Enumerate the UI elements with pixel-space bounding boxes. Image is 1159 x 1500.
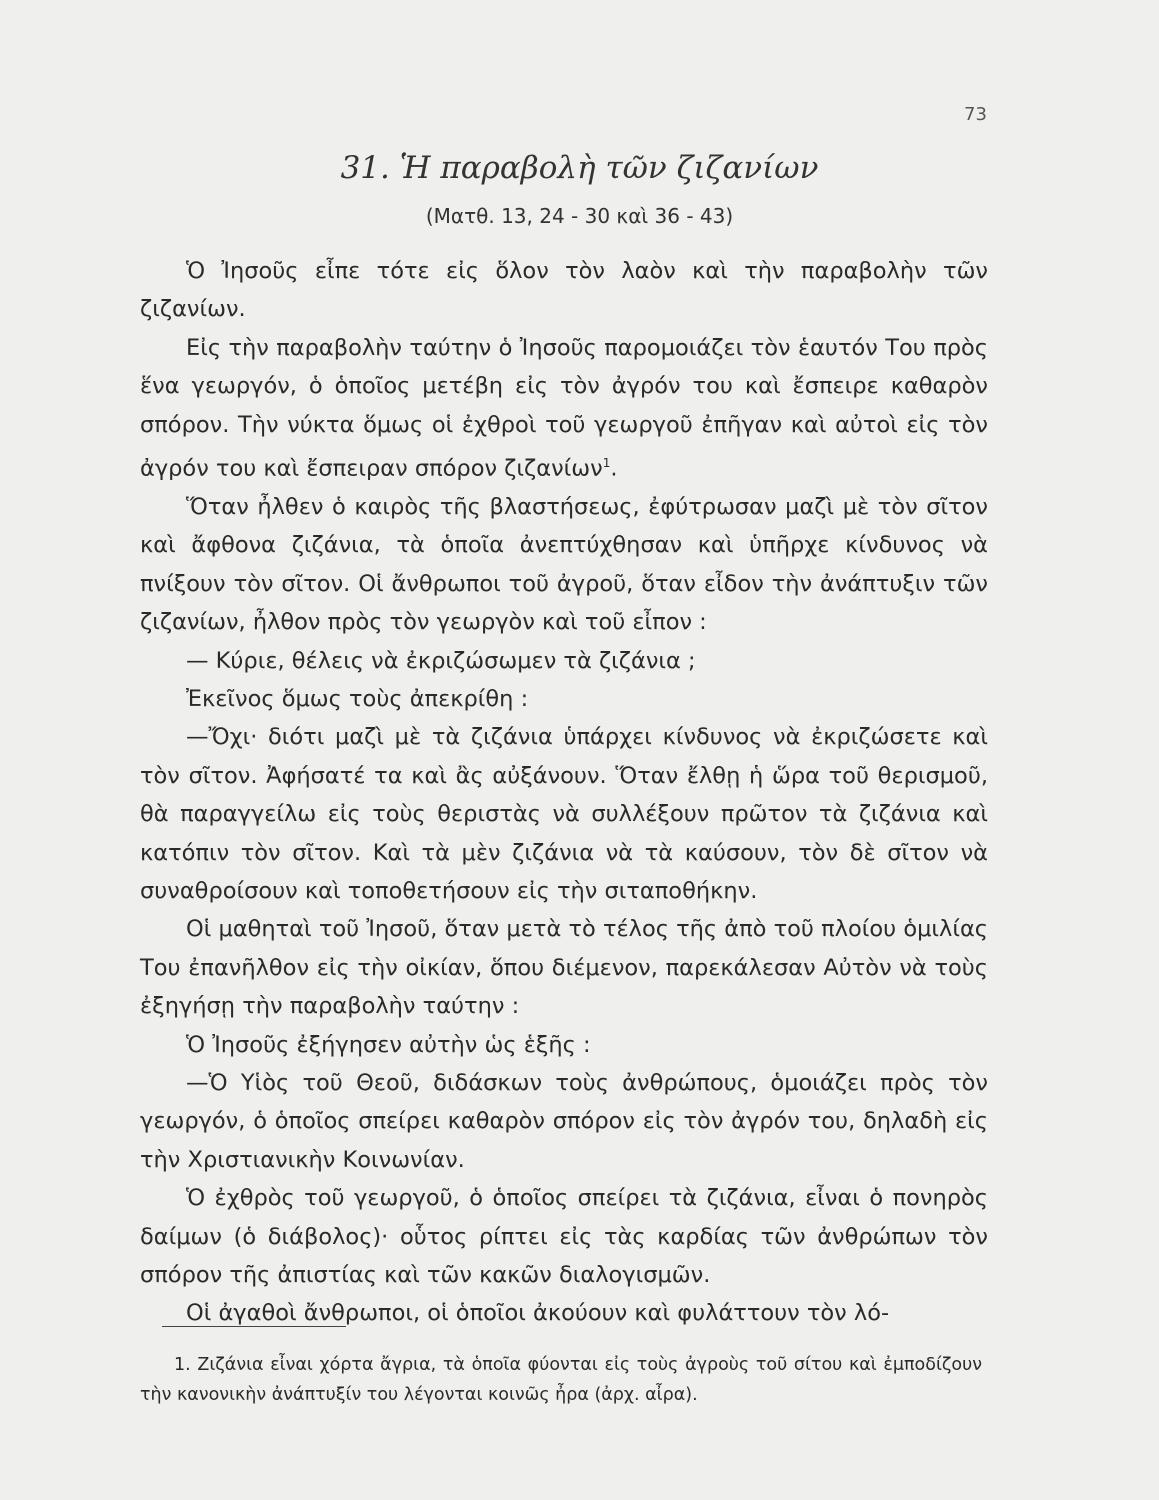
footnote-marker: 1 — [602, 456, 611, 471]
scripture-reference: (Ματθ. 13, 24 - 30 καὶ 36 - 43) — [425, 204, 734, 228]
paragraph: Ὁ ἐχθρὸς τοῦ γεωργοῦ, ὁ ὁποῖος σπείρει τὰ ζιζάνια, εἶναι ὁ πονηρὸς δαίμων (ὁ διάβολος)· οὗτος ρίπτει εἰς τὰς καρδίας τῶν ἀνθρώπων τὸν σπόρον τῆς ἀπιστίας καὶ τῶν κακῶν διαλογισμῶν. — [140, 1185, 988, 1289]
page-title: 31. Ἡ παραβολὴ τῶν ζιζανίων — [340, 150, 819, 186]
dialogue-line: —Ὄχι· διότι μαζὶ μὲ τὰ ζιζάνια ὑπάρχει κίνδυνος νὰ ἐκριζώσετε καὶ τὸν σῖτον. Ἀφήσατέ τα καὶ ἂς αὐξάνουν. Ὅταν ἔλθῃ ἡ ὥρα τοῦ θερισμοῦ, θὰ παραγγείλω εἰς τοὺς θεριστὰς νὰ συλλέξουν πρῶτον τὰ ζιζάνια καὶ κατόπιν τὸν σῖτον. Καὶ τὰ μὲν ζιζάνια νὰ τὰ καύσουν, τὸν δὲ σῖτον νὰ συναθροίσουν καὶ τοποθετήσουν εἰς τὴν σιταποθήκην. — [140, 724, 988, 904]
dialogue-line: —Ὁ Υἱὸς τοῦ Θεοῦ, διδάσκων τοὺς ἀνθρώπους, ὁμοιάζει πρὸς τὸν γεωργόν, ὁ ὁποῖος σπείρει καθαρὸν σπόρον εἰς τὸν ἀγρόν του, δηλαδὴ εἰς τὴν Χριστιανικὴν Κοινωνίαν. — [140, 1070, 988, 1173]
dialogue-line: — Κύριε, θέλεις νὰ ἐκριζώσωμεν τὰ ζιζάνια ; — [186, 647, 696, 674]
paragraph: Οἱ μαθηταὶ τοῦ Ἰησοῦ, ὅταν μετὰ τὸ τέλος τῆς ἀπὸ τοῦ πλοίου ὁμιλίας Του ἐπανῆλθον εἰς τὴν οἰκίαν, ὅπου διέμενον, παρεκάλεσαν Αὐτὸν νὰ τοὺς ἐξηγήσῃ τὴν παραβολὴν ταύτην : — [140, 916, 988, 1020]
paragraph: Ὁ Ἰησοῦς εἶπε τότε εἰς ὅλον τὸν λαὸν καὶ τὴν παραβολὴν τῶν ζιζανίων. — [140, 258, 988, 323]
page-number: 73 — [964, 104, 987, 125]
paragraph: Ὅταν ἦλθεν ὁ καιρὸς τῆς βλαστήσεως, ἐφύτρωσαν μαζὶ μὲ τὸν σῖτον καὶ ἄφθονα ζιζάνια, τὰ ὁποῖα ἀνεπτύχθησαν καὶ ὑπῆρχε κίνδυνος νὰ πνίξουν τὸν σῖτον. Οἱ ἄνθρωποι τοῦ ἀγροῦ, ὅταν εἶδον τὴν ἀνάπτυξιν τῶν ζιζανίων, ἦλθον πρὸς τὸν γεωργὸν καὶ τοῦ εἶπον : — [140, 493, 988, 636]
paragraph: Οἱ ἀγαθοὶ ἄνθρωποι, οἱ ὁποῖοι ἀκούουν καὶ φυλάττουν τὸν λό- — [186, 1300, 890, 1327]
body-text — [140, 252, 988, 1333]
footnote-divider — [162, 1326, 346, 1327]
paragraph: Ὁ Ἰησοῦς ἐξήγησεν αὐτὴν ὡς ἑξῆς : — [186, 1031, 591, 1058]
paragraph: Ἐκεῖνος ὅμως τοὺς ἀπεκρίθη : — [186, 685, 529, 712]
paragraph: Εἰς τὴν παραβολὴν ταύτην ὁ Ἰησοῦς παρομοιάζει τὸν ἑαυτόν Του πρὸς ἕνα γεωργόν, ὁ ὁποῖος μετέβη εἰς τὸν ἀγρόν του καὶ ἔσπειρε καθαρὸν σπόρον. Τὴν νύκτα ὅμως οἱ ἐχθροὶ τοῦ γεωργοῦ ἐπῆγαν καὶ αὐτοὶ εἰς τὸν ἀγρόν του καὶ ἔσπειραν σπόρον ζιζανίων$^1$. — [140, 334, 988, 482]
footnote: 1. Ζιζάνια εἶναι χόρτα ἄγρια, τὰ ὁποῖα φύονται εἰς τοὺς ἀγροὺς τοῦ σίτου καὶ ἐμποδίζουν τὴν κανονικὴν ἀνάπτυξίν του λέγονται κοινῶς ἦρα (ἀρχ. αἶρα). — [140, 1355, 982, 1405]
